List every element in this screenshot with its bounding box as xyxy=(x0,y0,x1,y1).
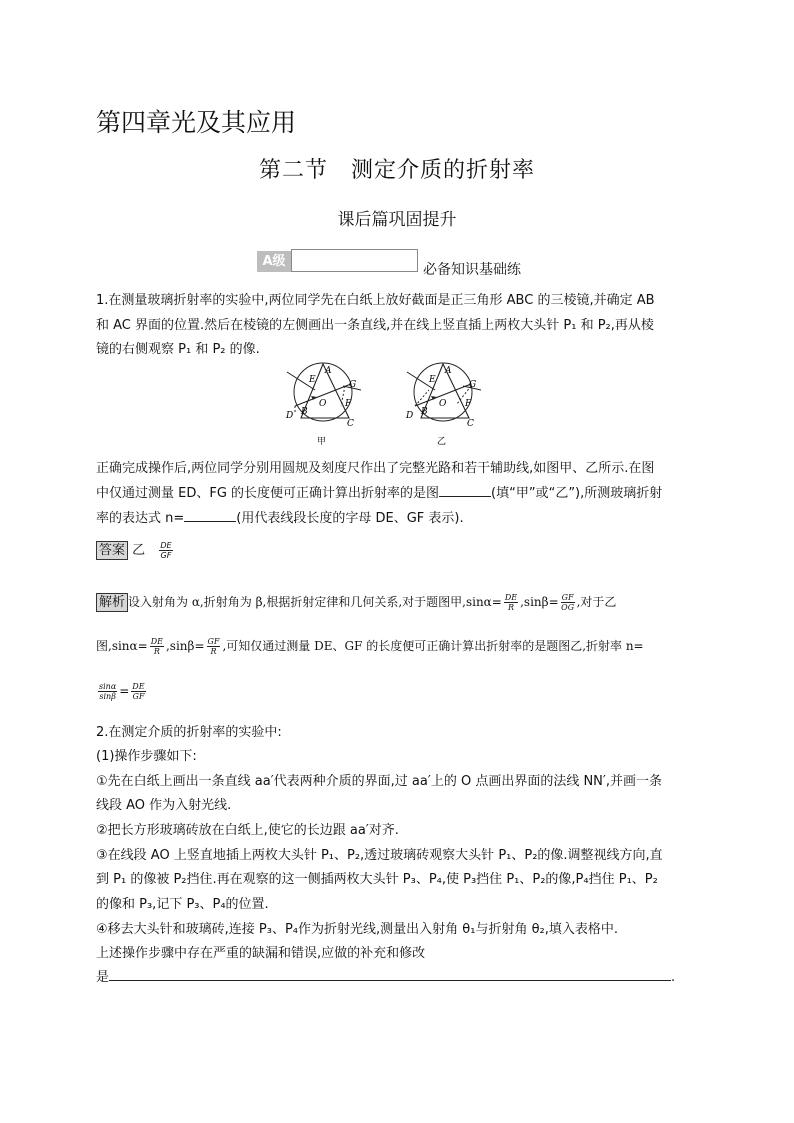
fraction: $\frac{DE}{R}$ xyxy=(504,593,518,612)
analysis-text: ,可知仅通过测量 DE、GF 的长度便可正确计算出折射率的是题图乙,折射率 n= xyxy=(222,639,644,653)
answer-tag: 答案 xyxy=(96,541,128,560)
fig-left-label: O xyxy=(319,399,327,409)
fig-right-label: F xyxy=(465,399,472,409)
q2-line8: 的像和 P₃,记下 P₃、P₄的位置. xyxy=(96,897,269,912)
q2-line1: 2.在测定介质的折射率的实验中: xyxy=(96,725,282,740)
q2-line5: ②把长方形玻璃砖放在白纸上,使它的长边跟 aa′对齐. xyxy=(96,823,399,838)
analysis-text: ,sinβ= xyxy=(520,595,559,609)
answer-fraction xyxy=(159,541,172,560)
q2-line11-end: . xyxy=(671,970,676,985)
level-badge: A级 xyxy=(257,251,291,272)
level-box xyxy=(291,249,418,272)
q1-line5-b: (填“甲”或“乙”),所测玻璃折射 xyxy=(491,486,663,501)
q2-line11-label: 是 xyxy=(96,970,110,985)
q1-line3: 镜的右侧观察 P₁ 和 P₂ 的像. xyxy=(96,342,260,357)
q1-line5-a: 中仅通过测量 ED、FG 的长度便可正确计算出折射率的是图 xyxy=(96,486,440,501)
figure-caption-right: 乙 xyxy=(437,437,447,446)
fig-right-label: O xyxy=(439,399,447,409)
analysis-text: ,sinβ= xyxy=(165,639,205,653)
figure-caption-left: 甲 xyxy=(317,437,327,446)
analysis-text: ,对于乙 xyxy=(576,595,617,609)
fig-left-label: G xyxy=(349,380,357,390)
q1-line6-a: 率的表达式 n= xyxy=(96,511,185,526)
fraction: $\frac{GF}{OG}$ xyxy=(561,593,575,612)
analysis-line1 xyxy=(96,591,616,612)
fig-right-label: C xyxy=(467,419,474,429)
fig-right-label: E xyxy=(429,375,436,385)
fraction: $\frac{DE}{R}$ xyxy=(150,637,163,656)
fig-left-label: E xyxy=(309,375,316,385)
q2-line6: ③在线段 AO 上竖直地插上两枚大头针 P₁、P₂,透过玻璃砖观察大头针 P₁、P₂的像.调整视线方向,直 xyxy=(96,848,663,863)
analysis-tag: 解析 xyxy=(96,593,128,612)
blank-figure-choice[interactable] xyxy=(439,496,491,497)
fig-right-label: G xyxy=(469,380,477,390)
fig-right-label: D xyxy=(406,411,414,421)
prism-figure xyxy=(283,360,505,446)
fig-right-label: A xyxy=(445,366,452,376)
q1-line1: 1.在测量玻璃折射率的实验中,两位同学先在白纸上放好截面是正三角形 ABC 的三棱镜,并确定 AB xyxy=(96,293,655,308)
fig-left-label: C xyxy=(347,419,354,429)
q2-line7: 到 P₁ 的像被 P₂挡住.再在观察的这一侧插两枚大头针 P₃、P₄,使 P₃挡住 P₁、P₂的像,P₄挡住 P₁、P₂ xyxy=(96,872,658,887)
analysis-line2 xyxy=(96,637,644,656)
q2-line3: ①先在白纸上画出一条直线 aa′代表两种介质的界面,过 aa′上的 O 点画出界面的法线 NN′,并画一条 xyxy=(96,774,662,789)
answer-line xyxy=(96,541,175,560)
fig-left-label: A xyxy=(325,366,332,376)
q1-line5 xyxy=(96,486,662,502)
analysis-text: 设入射角为 α,折射角为 β,根据折射定律和几何关系,对于题图甲,sinα= xyxy=(128,595,502,609)
q2-line2: (1)操作步骤如下: xyxy=(96,749,197,764)
answer-frac-num: DE xyxy=(160,541,172,550)
fraction: $\frac{\sin\alpha}{\sin\beta}$ xyxy=(99,682,117,701)
q1-line6-b: (用代表线段长度的字母 DE、GF 表示). xyxy=(236,511,464,526)
q1-line4: 正确完成操作后,两位同学分别用圆规及刻度尺作出了完整光路和若干辅助线,如图甲、乙所示.在图 xyxy=(96,461,655,476)
equals-sign: = xyxy=(119,684,130,698)
analysis-line3 xyxy=(96,682,148,701)
q2-line4: 线段 AO 作为入射光线. xyxy=(96,798,232,813)
fig-right-label: B xyxy=(421,407,428,417)
fig-left-label: F xyxy=(345,399,352,409)
q1-line6 xyxy=(96,511,464,527)
level-text: 必备知识基础练 xyxy=(423,262,521,278)
answer-value: 乙 xyxy=(132,543,146,558)
fig-left-label: B xyxy=(301,407,308,417)
section-title: 第二节 测定介质的折射率 xyxy=(258,158,535,183)
q2-line10: 上述操作步骤中存在严重的缺漏和错误,应做的补充和修改 xyxy=(96,946,426,961)
answer-frac-den: GF xyxy=(160,551,172,560)
figure-left xyxy=(285,363,361,446)
subtitle: 课后篇巩固提升 xyxy=(337,210,457,230)
figure-right xyxy=(405,363,481,446)
fraction: $\frac{GF}{R}$ xyxy=(207,637,220,656)
q2-line9: ④移去大头针和玻璃砖,连接 P₃、P₄作为折射光线,测量出入射角 θ₁与折射角 θ₂,填入表格中. xyxy=(96,922,619,937)
chapter-title: 第四章光及其应用 xyxy=(96,108,297,137)
blank-expression[interactable] xyxy=(184,521,236,522)
fig-left-label: D xyxy=(286,411,294,421)
blank-answer[interactable] xyxy=(109,980,671,981)
q2-line11 xyxy=(96,970,675,986)
fraction: $\frac{DE}{GF}$ xyxy=(132,682,145,701)
q1-line2: 和 AC 界面的位置.然后在棱镜的左侧画出一条直线,并在线上竖直插上两枚大头针 P₁ 和 P₂,再从棱 xyxy=(96,318,654,333)
analysis-text: 图,sinα= xyxy=(96,639,148,653)
